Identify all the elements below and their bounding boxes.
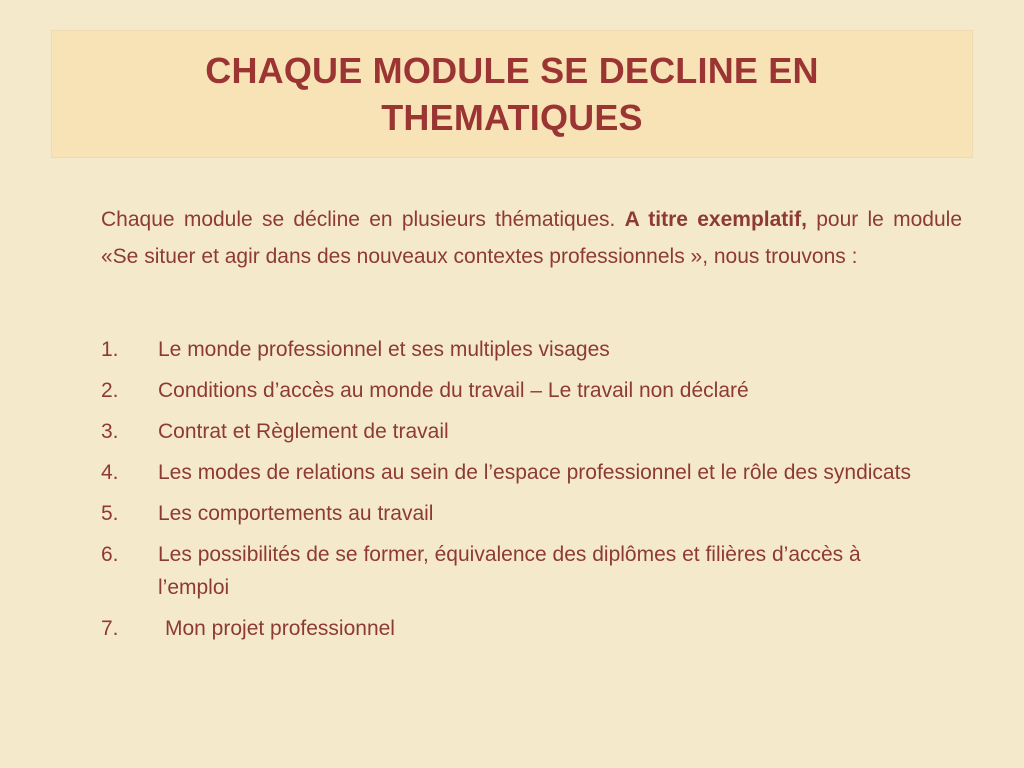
list-item (101, 374, 921, 407)
list-item-text: Les possibilités de se former, équivalence des diplômes et filières d’accès à l’emploi (158, 543, 861, 599)
list-item-number: 6. (101, 543, 119, 566)
intro-text-start: Chaque module se décline en plusieurs thématiques. (101, 208, 625, 231)
list-item-text: Les comportements au travail (158, 502, 434, 525)
intro-emphasis: A titre exemplatif, (624, 208, 807, 231)
list-item-text: Conditions d’accès au monde du travail – Le travail non déclaré (158, 379, 749, 402)
list-item-number: 7. (101, 617, 119, 640)
list-item (101, 612, 921, 645)
list-item-text: Les modes de relations au sein de l’espace professionnel et le rôle des syndicats (158, 461, 911, 484)
intro-text-end: pour le module «Se situer et agir dans des nouveaux contextes professionnels », nous trouvons : (101, 208, 962, 268)
list-item-number: 2. (101, 379, 119, 402)
thematic-list (101, 333, 921, 653)
list-item-text: Contrat et Règlement de travail (158, 420, 449, 443)
list-item-number: 1. (101, 338, 119, 361)
list-item-number: 5. (101, 502, 119, 525)
list-item (101, 415, 921, 448)
slide-title: CHAQUE MODULE SE DECLINE EN THEMATIQUES (205, 50, 819, 138)
list-item (101, 333, 921, 366)
list-item-number: 3. (101, 420, 119, 443)
list-item (101, 538, 921, 604)
intro-paragraph (101, 201, 962, 275)
list-item-text: Mon projet professionnel (165, 617, 395, 640)
list-item (101, 456, 921, 489)
list-item (101, 497, 921, 530)
title-banner (51, 30, 973, 158)
list-item-text: Le monde professionnel et ses multiples visages (158, 338, 610, 361)
list-item-number: 4. (101, 461, 119, 484)
